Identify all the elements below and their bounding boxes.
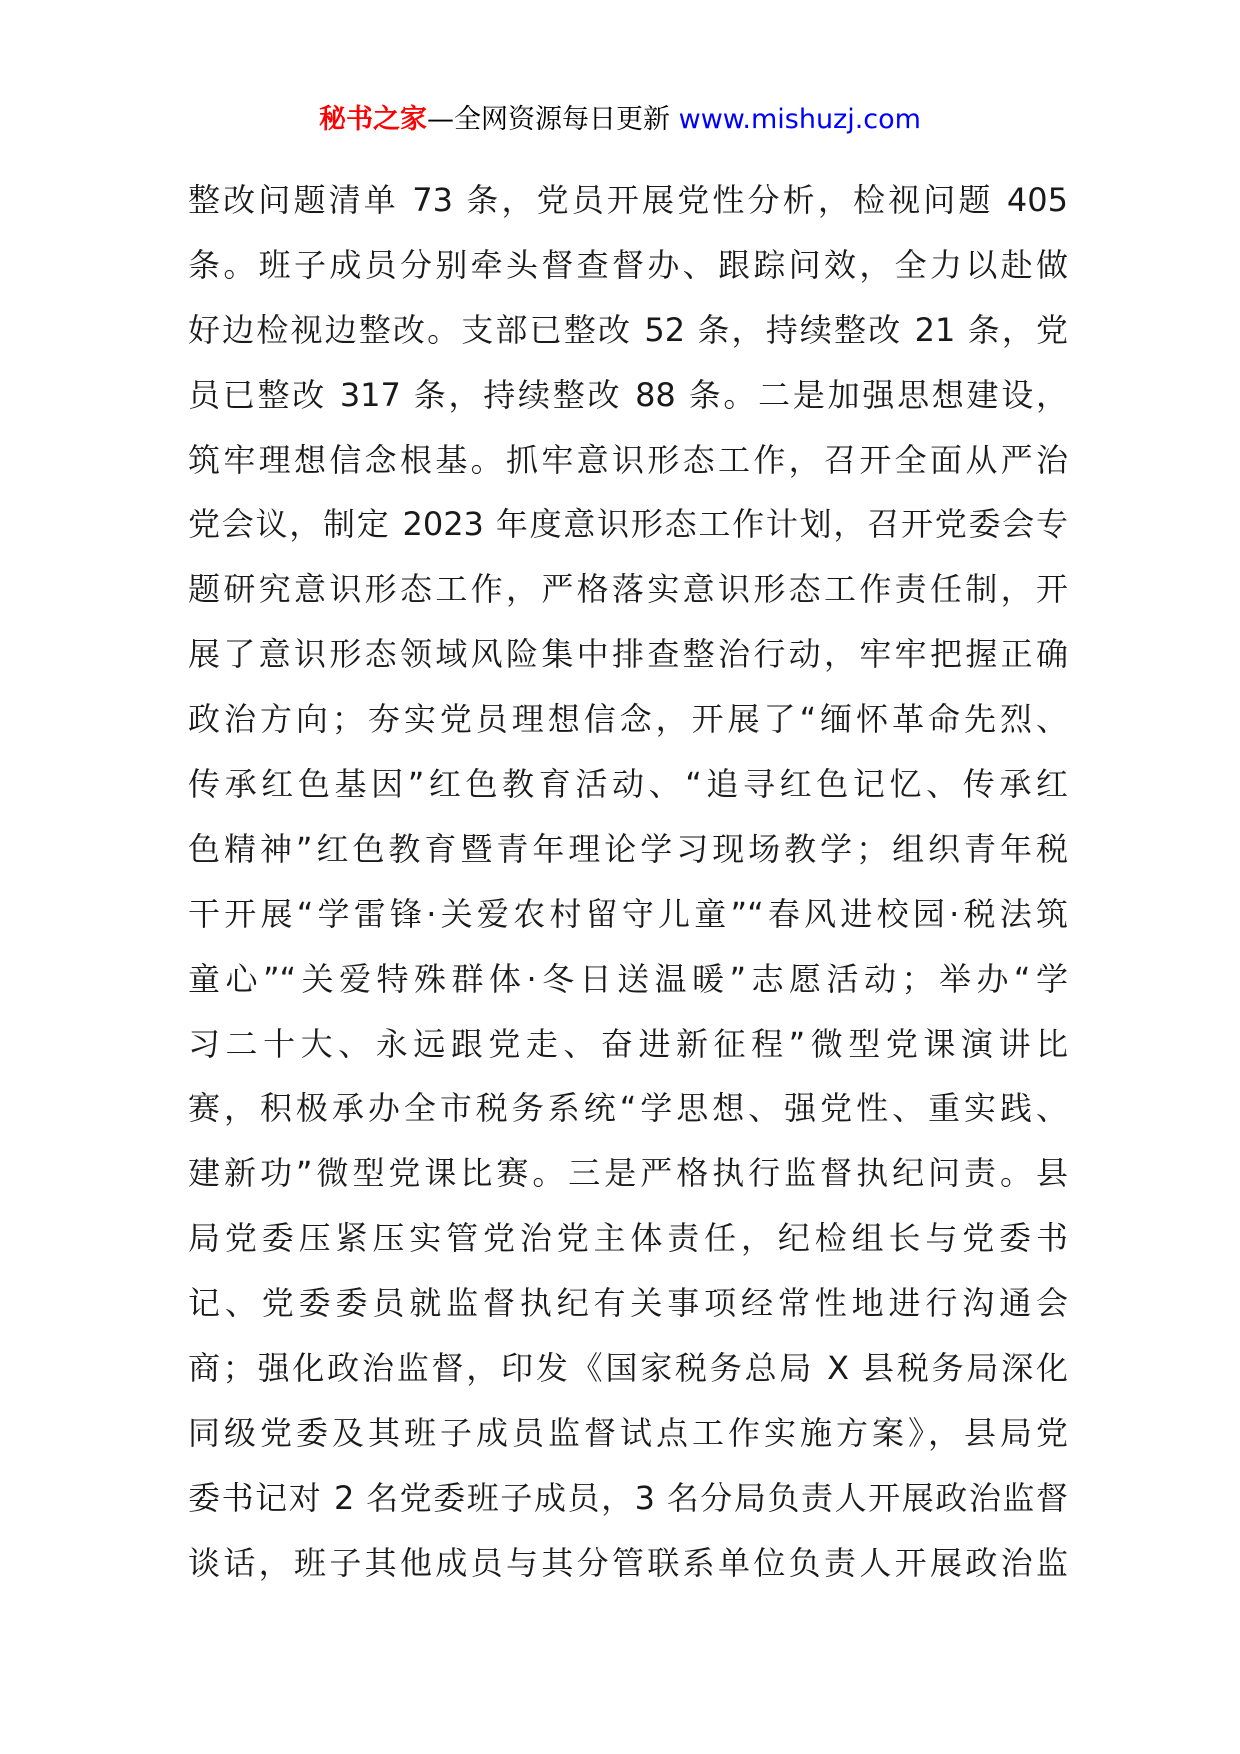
text-line: 建新功”微型党课比赛。三是严格执行监督执纪问责。县 xyxy=(188,1154,1068,1193)
text-line: 条。班子成员分别牵头督查督办、跟踪问效，全力以赴做 xyxy=(188,245,1068,284)
text-line: 员已整改 317 条，持续整改 88 条。二是加强思想建设， xyxy=(188,375,1068,414)
text-line: 筑牢理想信念根基。抓牢意识形态工作，召开全面从严治 xyxy=(188,440,1068,479)
text-line: 传承红色基因”红色教育活动、“追寻红色记忆、传承红 xyxy=(188,765,1068,804)
text-line: 同级党委及其班子成员监督试点工作实施方案》，县局党 xyxy=(188,1413,1068,1452)
text-line: 记、党委委员就监督执纪有关事项经常性地进行沟通会 xyxy=(188,1284,1068,1323)
text-line: 干开展“学雷锋·关爱农村留守儿童”“春风进校园·税法筑 xyxy=(188,894,1068,933)
text-line: 展了意识形态领域风险集中排查整治行动，牢牢把握正确 xyxy=(188,635,1068,674)
site-tagline: —全网资源每日更新 xyxy=(427,104,671,135)
text-line: 好边检视边整改。支部已整改 52 条，持续整改 21 条，党 xyxy=(188,310,1068,349)
text-line: 党会议，制定 2023 年度意识形态工作计划，召开党委会专 xyxy=(188,505,1068,544)
text-line: 色精神”红色教育暨青年理论学习现场教学；组织青年税 xyxy=(188,829,1068,868)
text-line: 习二十大、永远跟党走、奋进新征程”微型党课演讲比 xyxy=(188,1024,1068,1063)
text-line: 政治方向；夯实党员理想信念，开展了“缅怀革命先烈、 xyxy=(188,700,1068,739)
text-line: 委书记对 2 名党委班子成员，3 名分局负责人开展政治监督 xyxy=(188,1478,1068,1517)
site-url-link[interactable]: www.mishuzj.com xyxy=(678,104,921,135)
text-line: 题研究意识形态工作，严格落实意识形态工作责任制，开 xyxy=(188,570,1068,609)
page-header xyxy=(0,100,1240,140)
text-line: 赛，积极承办全市税务系统“学思想、强党性、重实践、 xyxy=(188,1089,1068,1128)
site-brand: 秘书之家 xyxy=(319,104,428,135)
text-line: 商；强化政治监督，印发《国家税务总局 X 县税务局深化 xyxy=(188,1349,1068,1388)
text-line: 童心”“关爱特殊群体·冬日送温暖”志愿活动；举办“学 xyxy=(188,959,1068,998)
document-body xyxy=(188,168,1068,1596)
text-line: 整改问题清单 73 条，党员开展党性分析，检视问题 405 xyxy=(188,181,1068,219)
text-line: 局党委压紧压实管党治党主体责任，纪检组长与党委书 xyxy=(188,1219,1068,1258)
text-line: 谈话，班子其他成员与其分管联系单位负责人开展政治监 xyxy=(188,1543,1068,1582)
